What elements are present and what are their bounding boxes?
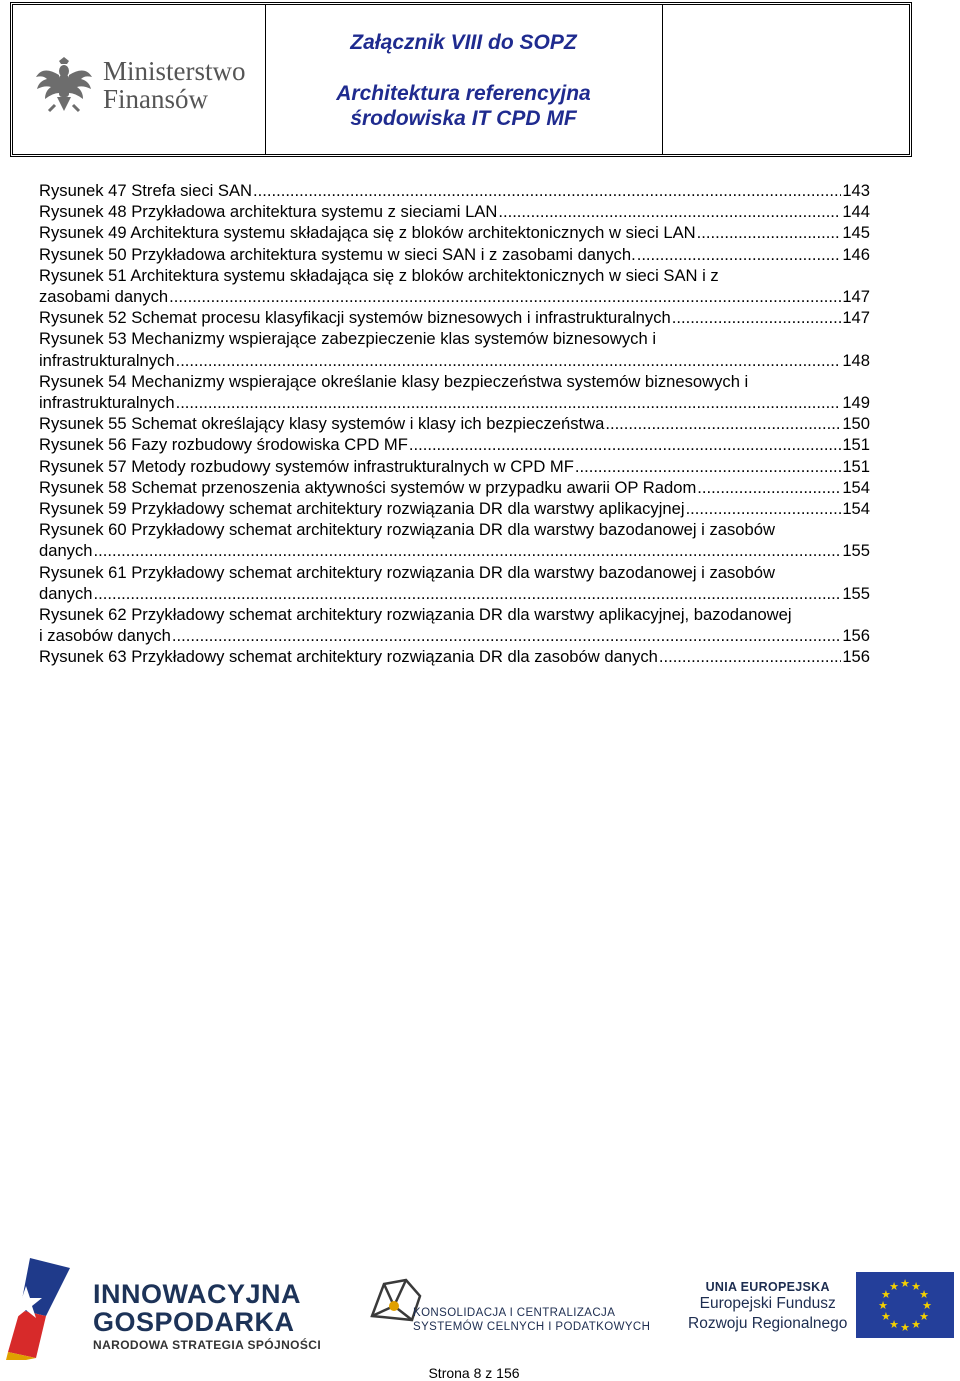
toc-entry-row (39, 456, 870, 477)
toc-entry-title: Rysunek 52 Schemat procesu klasyfikacji systemów biznesowych i infrastrukturalnych (39, 308, 671, 328)
eu-star-icon: ★ (919, 1289, 929, 1301)
toc-entry-row (39, 180, 870, 201)
ig-line-1: INNOWACYJNA (93, 1279, 302, 1309)
toc-dot-leader (169, 286, 841, 307)
toc-entry-title: Rysunek 58 Schemat przenoszenia aktywności systemów w przypadku awarii OP Radom (39, 477, 697, 497)
toc-entry[interactable] (39, 498, 870, 519)
eu-fund-text (688, 1280, 847, 1334)
toc-entry-text-line: Rysunek 62 Przykładowy schemat architektury rozwiązania DR dla warstwy aplikacyjnej, bazodanowej (39, 605, 792, 625)
innowacyjna-gospodarka-logo (93, 1280, 321, 1352)
toc-page-number: 154 (842, 499, 870, 519)
logo-text-line2: Finansów (103, 84, 209, 114)
toc-page-number: 145 (842, 223, 870, 243)
eu-star-icon: ★ (889, 1280, 899, 1293)
toc-entry-title: infrastrukturalnych (39, 350, 175, 370)
toc-entry[interactable] (39, 307, 870, 328)
table-of-figures (39, 180, 870, 668)
toc-entry-row (39, 222, 870, 243)
kc-line-2: SYSTEMÓW CELNYCH I PODATKOWYCH (413, 1321, 651, 1333)
toc-page-number: 148 (842, 350, 870, 370)
toc-page-number: 155 (842, 541, 870, 561)
eu-star-icon: ★ (889, 1319, 899, 1332)
konsolidacja-logo (413, 1306, 650, 1334)
page-number: Strona 8 z 156 (428, 1365, 520, 1381)
eu-star-icon: ★ (881, 1289, 891, 1301)
toc-dot-leader (172, 625, 841, 646)
toc-entry-row (39, 201, 870, 222)
toc-entry[interactable] (39, 646, 870, 667)
eu-star-icon: ★ (900, 1278, 910, 1290)
toc-entry[interactable] (39, 562, 870, 604)
title-line-2: Architektura referencyjna (336, 82, 591, 105)
title-line-1: Załącznik VIII do SOPZ (350, 31, 577, 54)
toc-page-number: 154 (842, 477, 870, 497)
toc-page-number: 146 (842, 244, 870, 264)
toc-entry-text-line: Rysunek 60 Przykładowy schemat architektury rozwiązania DR dla warstwy bazodanowej i zasobów (39, 520, 775, 540)
toc-entry[interactable] (39, 519, 870, 561)
toc-entry[interactable] (39, 265, 870, 307)
toc-entry[interactable] (39, 180, 870, 201)
toc-entry[interactable] (39, 244, 870, 265)
toc-entry-row (39, 583, 870, 604)
ue-line-2: Europejski Fundusz (699, 1295, 836, 1312)
toc-entry-row (39, 498, 870, 519)
toc-entry-row (39, 413, 870, 434)
toc-entry-title: infrastrukturalnych (39, 393, 175, 413)
toc-page-number: 150 (842, 414, 870, 434)
ministry-logo-text (103, 57, 246, 113)
toc-dot-leader (605, 413, 841, 434)
document-header (10, 2, 912, 157)
eu-star-icon: ★ (900, 1322, 910, 1334)
toc-page-number: 143 (842, 181, 870, 200)
toc-entry-title: danych (39, 541, 93, 561)
toc-entry-title: danych (39, 583, 93, 603)
toc-entry-text-line: Rysunek 61 Przykładowy schemat architektury rozwiązania DR dla warstwy bazodanowej i zasobów (39, 562, 775, 582)
ig-line-3: NARODOWA STRATEGIA SPÓJNOŚCI (93, 1338, 322, 1352)
toc-dot-leader (253, 180, 841, 201)
toc-entry-title: Rysunek 56 Fazy rozbudowy środowiska CPD MF (39, 435, 408, 455)
document-title (265, 31, 662, 131)
toc-entry[interactable] (39, 222, 870, 243)
innowacyjna-gospodarka-logo-icon (6, 1256, 70, 1360)
toc-entry[interactable] (39, 434, 870, 455)
toc-page-number: 151 (842, 435, 870, 455)
kc-line-1: KONSOLIDACJA I CENTRALIZACJA (413, 1307, 616, 1319)
toc-page-number: 151 (842, 456, 870, 476)
toc-page-number: 149 (842, 393, 870, 413)
toc-entry-title: i zasobów danych (39, 626, 171, 646)
toc-dot-leader (697, 222, 842, 243)
toc-dot-leader (409, 434, 841, 455)
header-empty-cell (662, 5, 909, 154)
toc-entry[interactable] (39, 371, 870, 413)
logo-text-line1: Ministerstwo (103, 56, 246, 86)
eu-flag-icon (856, 1272, 954, 1338)
toc-entry-title: zasobami danych (39, 287, 169, 307)
toc-entry-row (39, 434, 870, 455)
toc-entry[interactable] (39, 328, 870, 370)
toc-entry-title: Rysunek 63 Przykładowy schemat architektury rozwiązania DR dla zasobów danych (39, 647, 658, 667)
toc-page-number: 147 (842, 308, 870, 328)
toc-entry-text-line: Rysunek 53 Mechanizmy wspierające zabezpieczenie klas systemów biznesowych i (39, 329, 657, 349)
toc-entry-text-line: Rysunek 51 Architektura systemu składająca się z bloków architektonicznych w sieci SAN i z (39, 265, 719, 285)
toc-entry-text-line: Rysunek 54 Mechanizmy wspierające określanie klasy bezpieczeństwa systemów biznesowych i (39, 371, 749, 391)
eu-star-icon: ★ (881, 1311, 891, 1323)
toc-entry-title: Rysunek 50 Przykładowa architektura systemu w sieci SAN i z zasobami danych. (39, 244, 636, 264)
toc-entry-row (39, 540, 870, 561)
eu-star-icon: ★ (911, 1319, 921, 1332)
toc-dot-leader (637, 244, 842, 265)
toc-entry-row (39, 477, 870, 498)
header-title-cell (265, 5, 663, 154)
eu-star-icon: ★ (878, 1300, 888, 1312)
toc-dot-leader (176, 392, 842, 413)
toc-entry-title: Rysunek 55 Schemat określający klasy systemów i klasy ich bezpieczeństwa (39, 414, 605, 434)
polish-eagle-icon (33, 53, 95, 115)
toc-entry-row (39, 244, 870, 265)
header-logo-cell (13, 5, 266, 154)
toc-entry[interactable] (39, 413, 870, 434)
toc-entry-row (39, 350, 870, 371)
toc-entry[interactable] (39, 201, 870, 222)
toc-entry[interactable] (39, 604, 870, 646)
footer-logos (0, 1250, 960, 1360)
toc-dot-leader (176, 350, 842, 371)
toc-entry-title: Rysunek 59 Przykładowy schemat architektury rozwiązania DR dla warstwy aplikacyjnej (39, 499, 685, 519)
toc-entry-title: Rysunek 47 Strefa sieci SAN (39, 181, 253, 200)
toc-dot-leader (94, 583, 842, 604)
toc-dot-leader (575, 456, 841, 477)
toc-entry-row (39, 625, 870, 646)
ministry-logo (33, 53, 246, 120)
toc-entry-row (39, 307, 870, 328)
eu-star-icon: ★ (919, 1311, 929, 1323)
toc-page-number: 155 (842, 583, 870, 603)
eu-star-icon: ★ (911, 1280, 921, 1293)
toc-entry-title: Rysunek 49 Architektura systemu składająca się z bloków architektonicznych w sieci LAN (39, 223, 696, 243)
toc-entry-title: Rysunek 48 Przykładowa architektura systemu z sieciami LAN (39, 202, 498, 222)
toc-dot-leader (672, 307, 842, 328)
toc-entry-title: Rysunek 57 Metody rozbudowy systemów infrastrukturalnych w CPD MF (39, 456, 574, 476)
toc-entry[interactable] (39, 477, 870, 498)
toc-dot-leader (686, 498, 842, 519)
toc-page-number: 144 (842, 202, 870, 222)
title-line-3: środowiska IT CPD MF (350, 107, 577, 130)
ig-line-2: GOSPODARKA (93, 1307, 295, 1337)
toc-page-number: 156 (842, 626, 870, 646)
toc-entry[interactable] (39, 456, 870, 477)
toc-entry-row (39, 286, 870, 307)
toc-dot-leader (94, 540, 842, 561)
toc-entry-row (39, 392, 870, 413)
toc-dot-leader (498, 201, 841, 222)
toc-dot-leader (697, 477, 841, 498)
toc-page-number: 147 (842, 287, 870, 307)
toc-dot-leader (659, 646, 841, 667)
toc-page-number: 156 (842, 647, 870, 667)
ue-line-3: Rozwoju Regionalnego (688, 1315, 848, 1332)
ue-line-1: UNIA EUROPEJSKA (705, 1280, 830, 1294)
eu-star-icon: ★ (922, 1300, 932, 1312)
toc-entry-row (39, 646, 870, 667)
